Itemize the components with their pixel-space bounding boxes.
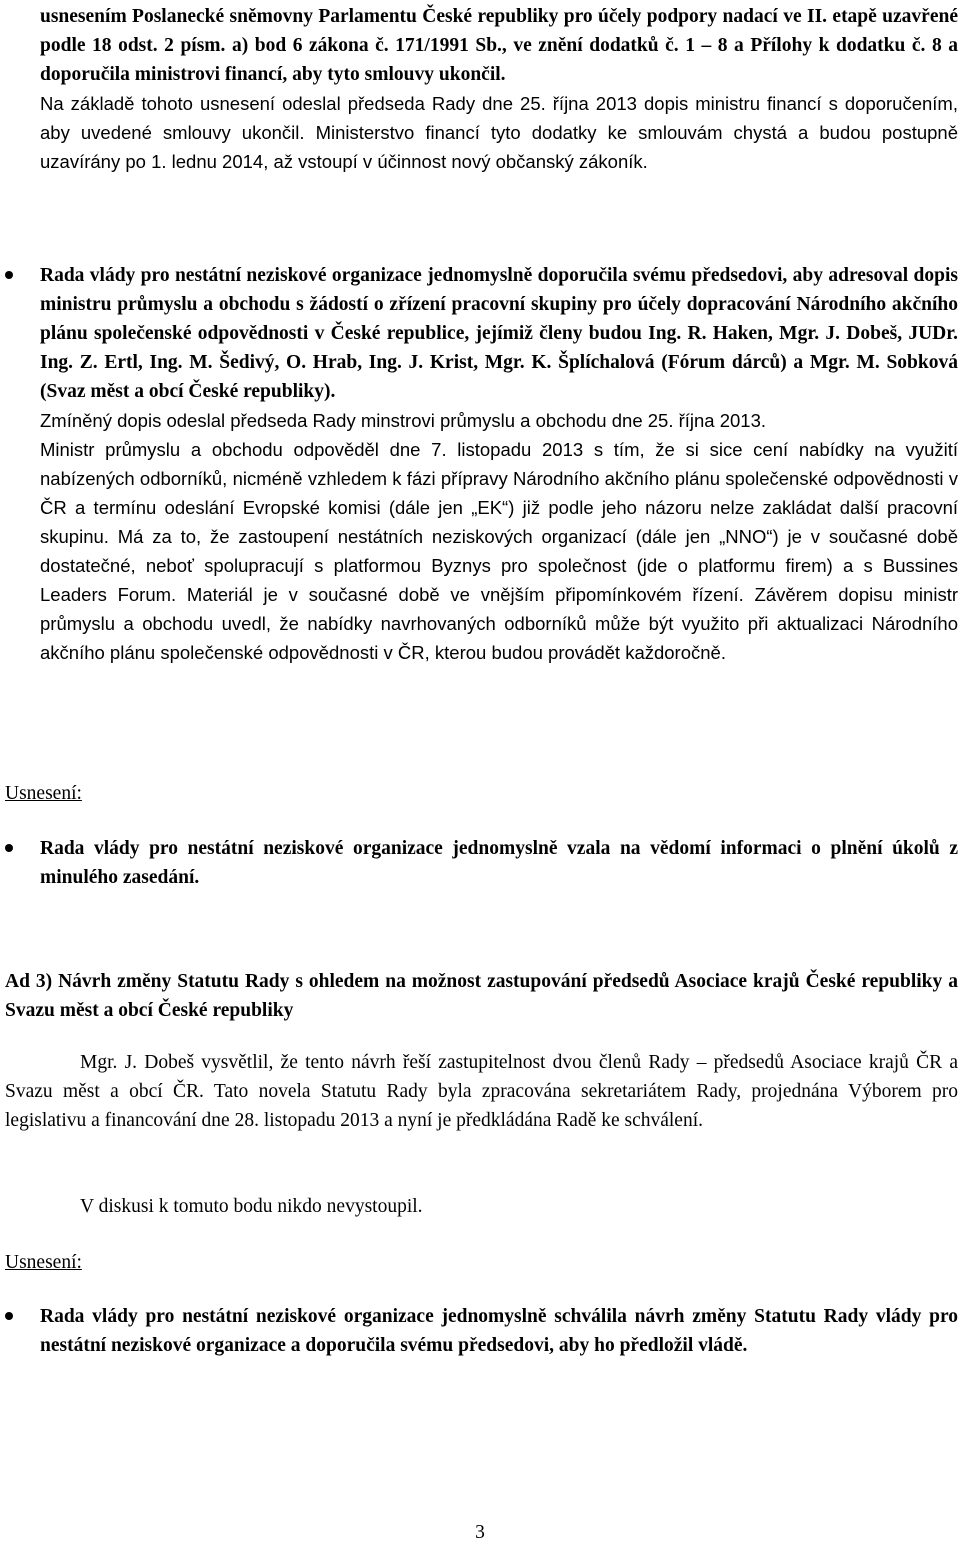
section3-paragraph-1: Mgr. J. Dobeš vysvětlil, že tento návrh řeší zastupitelnost dvou členů Rady – předsedů Asociace krajů ČR a Svazu měst a obcí ČR. Tato novela Statutu Rady byla zpracována sekretariátem Rady, projednána Výborem pro legislativu a financování dne 28. listopadu 2013 a nyní je předkládána Radě ke schválení.: [5, 1052, 958, 1131]
bullet-icon: [5, 844, 13, 852]
block2-normal-text-1: Zmíněný dopis odeslal předseda Rady minstrovi průmyslu a obchodu dne 25. října 2013.: [40, 410, 767, 431]
resolution-2: Rada vlády pro nestátní neziskové organizace jednomyslně schválila návrh změny Statutu Rady vlády pro nestátní neziskové organizace a doporučila svému předsedovi, aby ho předložil vládě.: [40, 1306, 958, 1356]
block2-normal-text-2: Ministr průmyslu a obchodu odpověděl dne 7. listopadu 2013 s tím, že si sice cení nabídky na využití nabízených odborníků, nicméně vzhledem k fázi přípravy Národního akčního plánu společenské odpovědnosti v ČR a termínu odeslání Evropské komisi (dále jen „EK“) již podle jeho názoru nelze zakládat další pracovní skupinu. Má za to, že zastoupení nestátních neziskových organizací (dále jen „NNO“) je v současné době dostatečné, neboť spolupracují s platformou Byznys pro společnost (jde o platformu firem) a s Bussines Leaders Forum. Materiál je v současné době ve vnějším připomínkovém řízení. Závěrem dopisu ministr průmyslu a obchodu uvedl, že nabídky navrhovaných odborníků může být využito při aktualizaci Národního akčního plánu společenské odpovědnosti v ČR, kterou budou provádět každoročně.: [40, 439, 958, 663]
block2: [40, 261, 958, 667]
block2-bold-text: Rada vlády pro nestátní neziskové organizace jednomyslně doporučila svému předsedovi, aby adresoval dopis ministru průmyslu a obchodu s žádostí o zřízení pracovní skupiny pro účely dopracování Národního akčního plánu společenské odpovědnosti v České republice, jejímiž členy budou Ing. R. Haken, Mgr. J. Dobeš, JUDr. Ing. Z. Ertl, Ing. M. Šedivý, O. Hrab, Ing. J. Krist, Mgr. K. Šplíchalová (Fórum dárců) a Mgr. M. Sobková (Svaz měst a obcí České republiky).: [40, 265, 958, 402]
resolution-label-2: Usnesení:: [5, 1252, 82, 1273]
block1: [40, 2, 958, 176]
block1-bold-text: usnesením Poslanecké sněmovny Parlamentu České republiky pro účely podpory nadací ve II. etapě uzavřené podle 18 odst. 2 písm. a) bod 6 zákona č. 171/1991 Sb., ve znění dodatků č. 1 – 8 a Přílohy k dodatku č. 8 a doporučila ministrovi financí, aby tyto smlouvy ukončil.: [40, 6, 958, 85]
section3-paragraph-2: V diskusi k tomuto bodu nikdo nevystoupil.: [80, 1196, 423, 1217]
bullet-icon: [5, 271, 13, 279]
section3-heading: Ad 3) Návrh změny Statutu Rady s ohledem na možnost zastupování předsedů Asociace krajů České republiky a Svazu měst a obcí České republiky: [5, 971, 958, 1021]
resolution-label-1: Usnesení:: [5, 783, 82, 804]
bullet-icon: [5, 1312, 13, 1320]
block1-normal-text: Na základě tohoto usnesení odeslal předseda Rady dne 25. října 2013 dopis ministru financí s doporučením, aby uvedené smlouvy ukončil. Ministerstvo financí tyto dodatky ke smlouvám chystá a budou postupně uzavírány po 1. lednu 2014, až vstoupí v účinnost nový občanský zákoník.: [40, 93, 958, 172]
resolution-1: Rada vlády pro nestátní neziskové organizace jednomyslně vzala na vědomí informaci o plnění úkolů z minulého zasedání.: [40, 838, 958, 888]
page-number: 3: [475, 1522, 485, 1543]
